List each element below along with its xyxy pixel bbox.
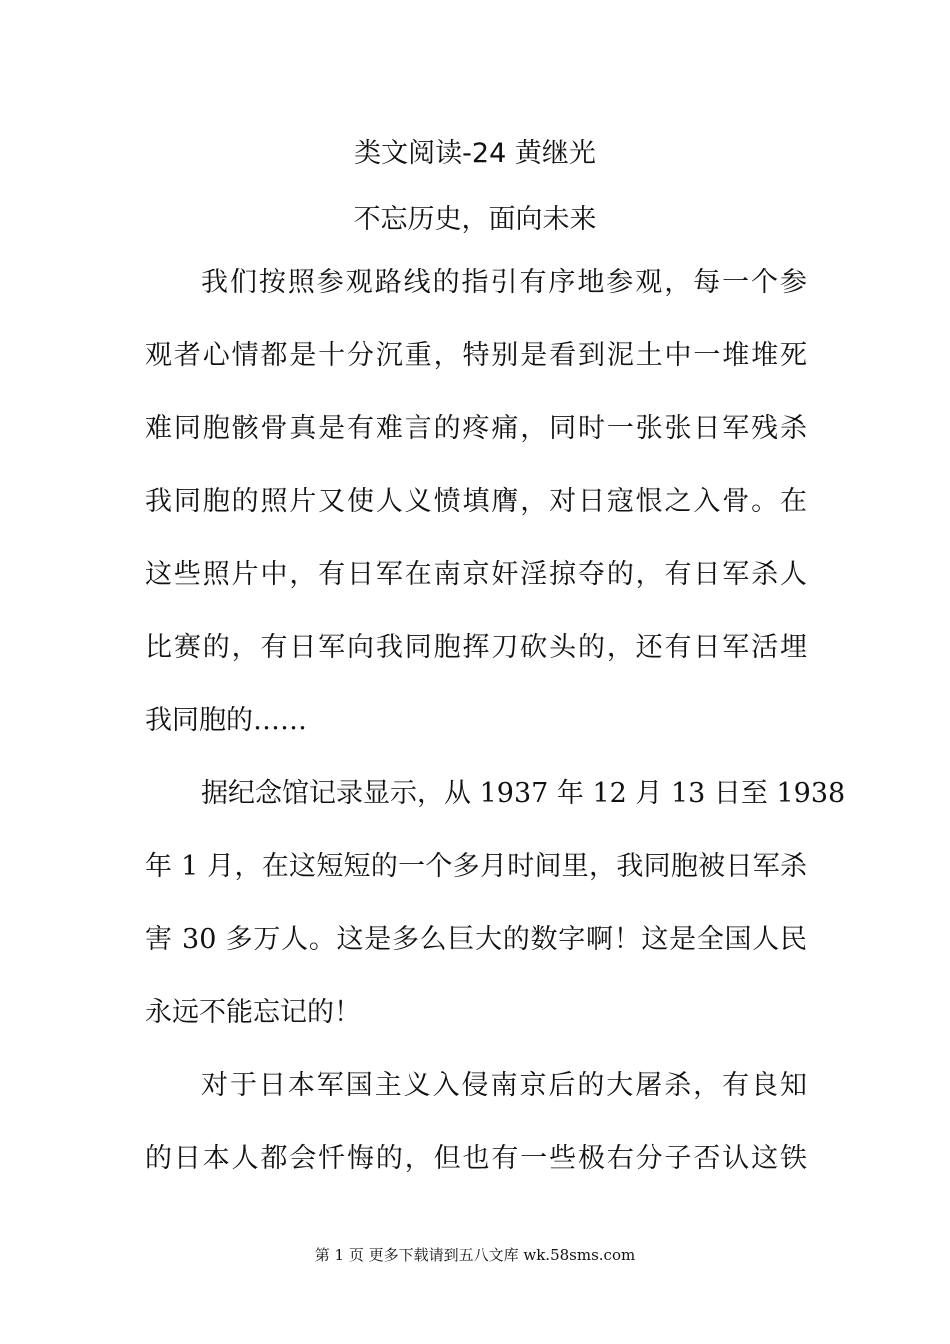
paragraph-line: 对于日本军国主义入侵南京后的大屠杀，有良知 [201, 1070, 807, 1101]
paragraph-line: 我同胞的…… [145, 705, 307, 736]
paragraph-line: 我们按照参观路线的指引有序地参观，每一个参 [201, 267, 807, 298]
page-footer: 第 1 页 更多下载请到五八文库 wk.58sms.com [314, 1246, 636, 1264]
document-title: 类文阅读-24 黄继光 [354, 138, 596, 169]
paragraph-line: 害 30 多万人。这是多么巨大的数字啊！这是全国人民 [145, 924, 807, 955]
paragraph-line: 难同胞骸骨真是有难言的疼痛，同时一张张日军残杀 [145, 413, 807, 444]
paragraph-line: 永远不能忘记的！ [145, 997, 361, 1028]
paragraph-line: 年 1 月，在这短短的一个多月时间里，我同胞被日军杀 [145, 851, 807, 882]
paragraph-3 [145, 1049, 807, 1195]
paragraph-1 [145, 246, 807, 757]
paragraph-line: 据纪念馆记录显示，从 1937 年 12 月 13 日至 1938 [201, 778, 846, 809]
paragraph-2 [145, 757, 846, 1049]
paragraph-line: 观者心情都是十分沉重，特别是看到泥土中一堆堆死 [145, 340, 807, 371]
paragraph-line: 比赛的，有日军向我同胞挥刀砍头的，还有日军活埋 [145, 632, 807, 663]
document-subtitle: 不忘历史，面向未来 [353, 204, 597, 235]
paragraph-line: 的日本人都会忏悔的，但也有一些极右分子否认这铁 [145, 1143, 807, 1174]
paragraph-line: 这些照片中，有日军在南京奸淫掠夺的，有日军杀人 [145, 559, 807, 590]
paragraph-line: 我同胞的照片又使人义愤填膺，对日寇恨之入骨。在 [145, 486, 807, 517]
